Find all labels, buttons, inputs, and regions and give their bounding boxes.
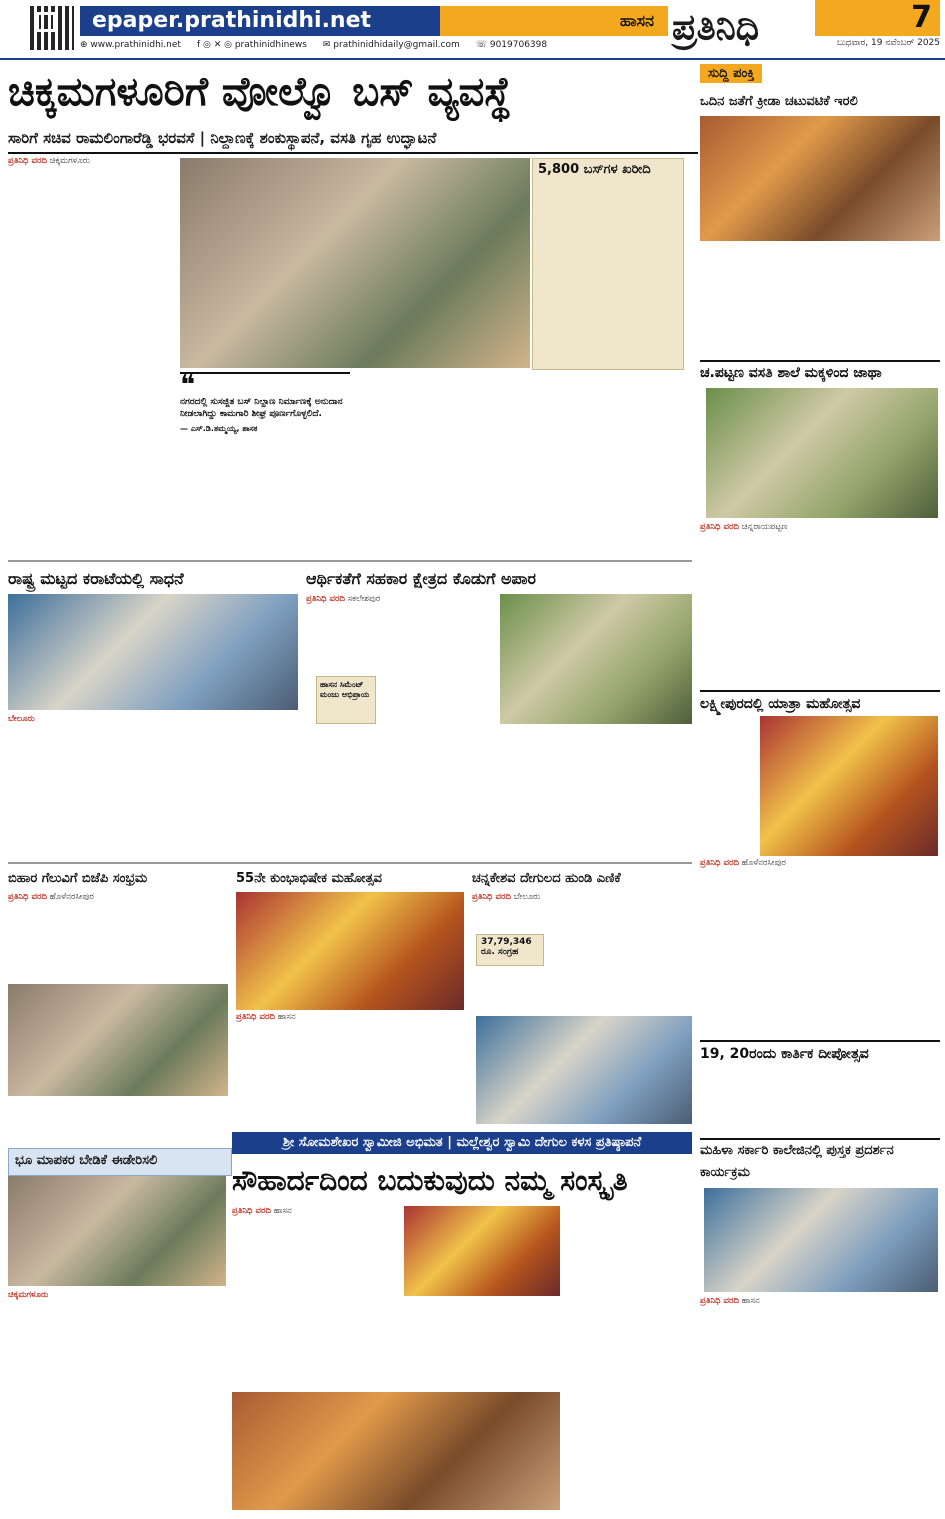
lead-body-col4: [524, 372, 684, 542]
lead-byline: ಪ್ರತಿನಿಧಿ ವರದಿ: [8, 156, 47, 166]
feature-band: ಶ್ರೀ ಸೋಮಶೇಖರ ಸ್ವಾಮೀಜಿ ಅಭಿಮತ | ಮಲ್ಲೇಶ್ವರ ಸ್ವಾಮಿ ದೇಗುಲ ಕಳಸ ಪ್ರತಿಷ್ಠಾಪನೆ: [232, 1132, 692, 1154]
bihar-place: ಹೊಳೆನರಸೀಪುರ: [49, 892, 94, 902]
sidebar-story4-head: 19, 20ರಂದು ಕಾರ್ತಿಕ ದೀಪೋತ್ಸವ: [700, 1040, 940, 1066]
lead-place: ಚಿಕ್ಕಮಗಳೂರು: [49, 156, 90, 166]
email-link[interactable]: ✉ prathinidhidaily@gmail.com: [322, 40, 460, 50]
hundi-lead-text: [472, 892, 692, 932]
surveyor-body: [8, 1290, 226, 1510]
lead-body-col3: [352, 372, 522, 542]
sidebar-story1-photo: [700, 116, 940, 241]
pull-quote: ನಗರದಲ್ಲಿ ಸುಸಜ್ಜಿತ ಬಸ್ ನಿಲ್ದಾಣ ನಿರ್ಮಾಣಕ್ಕೆ ಅನುದಾನ ನೀಡಲಾಗಿದ್ದು ಕಾಮಗಾರಿ ಶೀಘ್ರ ಪೂರ್ಣಗೊಳ್ಳಲಿದೆ.: [180, 397, 343, 419]
hundi-place: ಬೇಲೂರು: [513, 892, 541, 902]
cooperative-photo: [500, 594, 692, 724]
pull-quote-box: [180, 368, 350, 462]
factbox: [532, 158, 684, 370]
kumbhabhisheka-place: ಹಾಸನ: [277, 1012, 296, 1022]
sidebar-story4-body: [700, 1066, 940, 1126]
cooperative-tag: ಹಾಸನ ಸಿಮೆಂಟ್ ಮಂಜು ಅಭಿಪ್ರಾಯ: [316, 676, 376, 724]
sidebar-story2-head: ಚ.ಪಟ್ಟಣ ವಸತಿ ಶಾಲೆ ಮಕ್ಕಳಿಂದ ಜಾಥಾ: [700, 360, 940, 384]
sidebar-story1-head: ಒದಿನ ಜತೆಗೆ ಕ್ರೀಡಾ ಚಟುವಟಿಕೆ ಇರಲಿ: [700, 94, 858, 109]
sidebar-story3-place: ಹೊಳೆನರಸೀಪುರ: [741, 858, 786, 868]
sidebar-story2-place: ಚನ್ನರಾಯಪಟ್ಟಣ: [741, 522, 788, 532]
section-label: ಸುದ್ದಿ ಪಂಕ್ತಿ: [700, 64, 762, 83]
quote-mark-icon: ❝: [180, 368, 196, 401]
lead-subhead: ಸಾರಿಗೆ ಸಚಿವ ರಾಮಲಿಂಗಾರೆಡ್ಡಿ ಭರವಸೆ | ನಿಲ್ದಾಣಕ್ಕೆ ಶಂಕುಸ್ಥಾಪನೆ, ವಸತಿ ಗೃಹ ಉದ್ಘಾಟನೆ: [8, 124, 698, 154]
sidebar-story1-body: [700, 244, 940, 356]
lead-headline: ಚಿಕ್ಕಮಗಳೂರಿಗೆ ವೋಲ್ವೊ ಬಸ್ ವ್ಯವಸ್ಥೆ: [8, 69, 512, 115]
kumbhabhisheka-byline: ಪ್ರತಿನಿಧಿ ವರದಿ: [236, 1012, 275, 1022]
karate-body: [8, 714, 298, 854]
surveyor-place: ಚಿಕ್ಕಮಗಳೂರು: [8, 1290, 49, 1300]
feature-place: ಹಾಸನ: [273, 1206, 292, 1216]
cooperative-lead-text: [306, 594, 498, 674]
karate-headline: ರಾಷ್ಟ್ರ ಮಟ್ಟದ ಕರಾಟೆಯಲ್ಲಿ ಸಾಧನೆ: [8, 569, 184, 588]
book-exhibition-place: ಹಾಸನ: [741, 1296, 760, 1306]
row3-rule: [8, 862, 692, 864]
hundi-photo: [476, 1016, 692, 1124]
cooperative-byline: ಪ್ರತಿನಿಧಿ ವರದಿ: [306, 594, 345, 604]
website-link[interactable]: ⊕ www.prathinidhi.net: [80, 40, 181, 50]
bihar-body: [8, 892, 228, 980]
feature-body-col1: [232, 1206, 400, 1386]
hundi-amount-label: ರೂ. ಸಂಗ್ರಹ: [481, 947, 519, 957]
book-exhibition-headline: ಮಹಿಳಾ ಸರ್ಕಾರಿ ಕಾಲೇಜಿನಲ್ಲಿ ಪುಸ್ತಕ ಪ್ರದರ್ಶನ ಕಾರ್ಯಕ್ರಮ: [700, 1138, 940, 1186]
cooperative-body: [306, 728, 692, 854]
feature-body-col3: [564, 1206, 692, 1506]
sidebar-story3-byline: ಪ್ರತಿನಿಧಿ ವರದಿ: [700, 858, 739, 868]
feature-photo-wide: [232, 1392, 560, 1510]
book-exhibition-photo: [704, 1188, 938, 1292]
book-exhibition-body: [700, 1296, 940, 1510]
bihar-photo: [8, 984, 228, 1096]
karate-place: ಬೇಲೂರು: [8, 714, 35, 724]
bihar-body-2: [8, 1100, 228, 1124]
site-name[interactable]: epaper.prathinidhi.net: [80, 6, 440, 36]
bihar-headline: ಬಿಹಾರ ಗೆಲುವಿಗೆ ಬಿಜೆಪಿ ಸಂಭ್ರಮ: [8, 871, 148, 886]
lead-photo: [180, 158, 530, 368]
bihar-byline: ಪ್ರತಿನಿಧಿ ವರದಿ: [8, 892, 47, 902]
hundi-amount-box: [476, 934, 544, 966]
hundi-headline: ಚನ್ನಕೇಶವ ದೇಗುಲದ ಹುಂಡಿ ಎಣಿಕೆ: [472, 871, 621, 886]
karate-photo: [8, 594, 298, 710]
sidebar-story2-photo: [706, 388, 938, 518]
feature-body-col2: [404, 1300, 560, 1386]
feature-headline: ಸೌಹಾರ್ದದಿಂದ ಬದುಕುವುದು ನಮ್ಮ ಸಂಸ್ಕೃತಿ: [232, 1164, 628, 1197]
lead-body-col1: [8, 156, 178, 536]
surveyor-photo: [8, 1176, 226, 1286]
feature-photo-small: [404, 1206, 560, 1296]
phone-number[interactable]: ☏ 9019706398: [475, 40, 548, 50]
sidebar-story3-photo: [760, 716, 938, 856]
hundi-body: [548, 934, 692, 1014]
quote-attribution: — ಎಸ್.ಡಿ.ತಮ್ಮಯ್ಯ, ಶಾಸಕ: [180, 424, 258, 433]
district-label: ಹಾಸನ: [440, 6, 668, 36]
sidebar-story2-byline: ಪ್ರತಿನಿಧಿ ವರದಿ: [700, 522, 739, 532]
kumbhabhisheka-headline: 55ನೇ ಕುಂಭಾಭಿಷೇಕ ಮಹೋತ್ಸವ: [236, 871, 382, 886]
sidebar-story3-body: [700, 858, 940, 1038]
contact-strip: [80, 38, 670, 52]
kumbhabhisheka-photo: [236, 892, 464, 1010]
factbox-title: 5,800 ಬಸ್‌ಗಳ ಖರೀದಿ: [538, 162, 651, 177]
cooperative-headline: ಆರ್ಥಿಕತೆಗೆ ಸಹಕಾರ ಕ್ಷೇತ್ರದ ಕೊಡುಗೆ ಅಪಾರ: [306, 569, 536, 588]
sidebar-story2-body: [700, 522, 940, 690]
page-number: 7: [815, 0, 940, 36]
feature-byline: ಪ್ರತಿನಿಧಿ ವರದಿ: [232, 1206, 271, 1216]
newspaper-logo: ಪ್ರತಿನಿಧಿ: [672, 6, 760, 48]
social-handle[interactable]: f ◎ ✕ ◎ prathinidhinews: [196, 40, 307, 50]
qr-code[interactable]: [30, 6, 74, 50]
issue-date: ಬುಧವಾರ, 19 ನವೆಂಬರ್ 2025: [836, 38, 940, 48]
sidebar-story3-head: ಲಕ್ಷ್ಮೀಪುರದಲ್ಲಿ ಯಾತ್ರಾ ಮಹೋತ್ಸವ: [700, 690, 940, 716]
kumbhabhisheka-body: [236, 1012, 464, 1124]
cooperative-place: ಸಕಲೇಶಪುರ: [347, 594, 381, 604]
hundi-amount: 37,79,346: [481, 937, 532, 947]
row2-rule: [8, 560, 692, 562]
surveyor-headline: ಭೂ ಮಾಪಕರ ಬೇಡಿಕೆ ಈಡೇರಿಸಲಿ: [8, 1148, 232, 1176]
hundi-byline: ಪ್ರತಿನಿಧಿ ವರದಿ: [472, 892, 511, 902]
book-exhibition-byline: ಪ್ರತಿನಿಧಿ ವರದಿ: [700, 1296, 739, 1306]
